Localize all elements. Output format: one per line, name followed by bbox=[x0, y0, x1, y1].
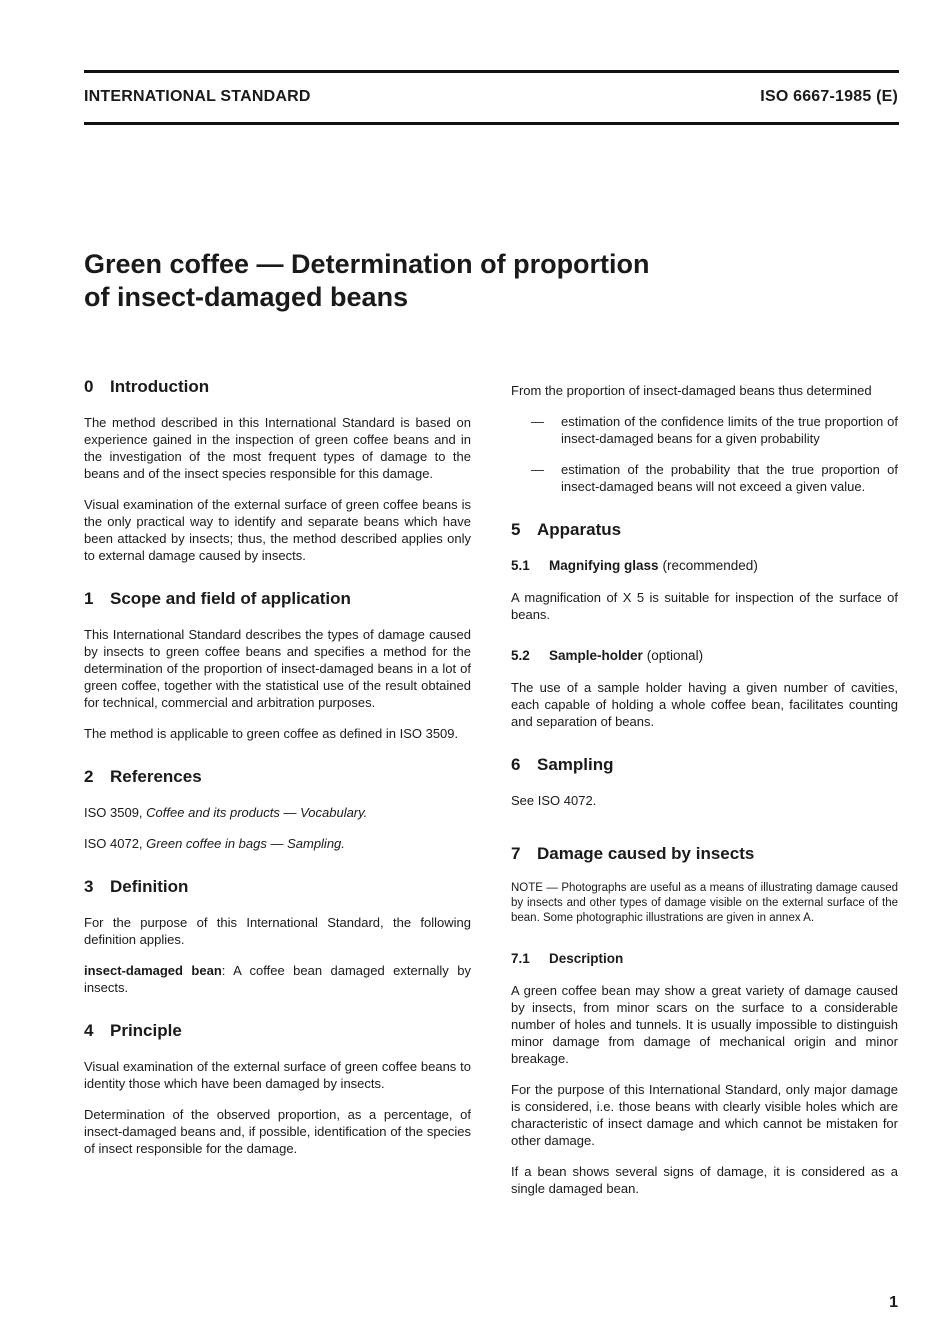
subsection-number: 5.2 bbox=[511, 648, 530, 663]
section-title: Damage caused by insects bbox=[537, 844, 755, 863]
section-number: 5 bbox=[511, 520, 521, 539]
standard-label: INTERNATIONAL STANDARD bbox=[84, 88, 311, 105]
section-number: 1 bbox=[84, 589, 94, 608]
paragraph: This International Standard describes the types of damage caused by insects to green coffee beans and specifies a method for the determination of the proportion of insect-damaged beans in a lot of green coffee, together with the statistical use of the result obtained for technical, commercial and arbitration purposes. bbox=[84, 627, 471, 710]
subsection-number: 7.1 bbox=[511, 951, 530, 966]
title-line-1: Green coffee — Determination of proportion bbox=[84, 249, 650, 279]
dash-bullet: — bbox=[531, 414, 544, 429]
paragraph: A magnification of X 5 is suitable for inspection of the surface of beans. bbox=[511, 590, 898, 622]
section-0-heading bbox=[84, 376, 471, 398]
section-number: 2 bbox=[84, 767, 94, 786]
section-number: 3 bbox=[84, 877, 94, 896]
subsection-note: (recommended) bbox=[662, 558, 758, 573]
definition bbox=[84, 962, 471, 996]
paragraph: The method described in this International Standard is based on experience gained in the inspection of green coffee beans and in the investigation of the most frequent types of damage to the beans and of the insect species responsible for this damage. bbox=[84, 415, 471, 481]
subsection-note: (optional) bbox=[646, 648, 704, 663]
list-item-text: estimation of the probability that the true proportion of insect-damaged beans will not exceed a given value. bbox=[561, 462, 898, 494]
paragraph: If a bean shows several signs of damage, it is considered as a single damaged bean. bbox=[511, 1164, 898, 1196]
paragraph: The use of a sample holder having a given number of cavities, each capable of holding a whole coffee bean, facilitates counting and separation of beans. bbox=[511, 680, 898, 729]
list-item bbox=[531, 461, 898, 495]
defined-term: insect-damaged bean bbox=[84, 963, 222, 978]
note: NOTE — Photographs are useful as a means of illustrating damage caused by insects and other types of damage visible on the external surface of the bean. Some photographic illustrations are given in annex A. bbox=[511, 882, 898, 924]
section-number: 0 bbox=[84, 377, 94, 396]
standard-number: ISO 6667-1985 (E) bbox=[760, 88, 898, 105]
section-number: 7 bbox=[511, 844, 521, 863]
section-number: 6 bbox=[511, 755, 521, 774]
paragraph: A green coffee bean may show a great variety of damage caused by insects, from minor scars on the surface to a considerable number of holes and tunnels. It is usually impossible to distinguish minor damage from damage of mechanical origin and minor breakage. bbox=[511, 983, 898, 1066]
right-column bbox=[511, 376, 898, 1211]
paragraph: Visual examination of the external surface of green coffee beans is the only practical way to identify and separate beans which have been attacked by insects; thus, the method described applies only to external damage caused by insects. bbox=[84, 497, 471, 563]
subsection-title: Sample-holder bbox=[549, 648, 643, 663]
subsection-5-1-heading bbox=[511, 557, 898, 575]
subsection-number: 5.1 bbox=[511, 558, 530, 573]
section-title: References bbox=[110, 767, 202, 786]
section-5-heading bbox=[511, 519, 898, 541]
section-1-heading bbox=[84, 588, 471, 610]
section-6-heading bbox=[511, 754, 898, 776]
subsection-5-2-heading bbox=[511, 647, 898, 665]
paragraph: Visual examination of the external surface of green coffee beans to identity those which have been damaged by insects. bbox=[84, 1059, 471, 1091]
section-3-heading bbox=[84, 876, 471, 898]
subsection-title: Magnifying glass bbox=[549, 558, 659, 573]
section-title: Sampling bbox=[537, 755, 614, 774]
header-bottom-rule bbox=[84, 122, 899, 125]
reference-title: Coffee and its products — Vocabulary. bbox=[146, 805, 368, 820]
section-4-heading bbox=[84, 1020, 471, 1042]
section-title: Definition bbox=[110, 877, 189, 896]
reference-title: Green coffee in bags — Sampling. bbox=[146, 836, 345, 851]
title-line-2: of insect-damaged beans bbox=[84, 282, 409, 312]
section-number: 4 bbox=[84, 1021, 94, 1040]
reference-code: ISO 4072, bbox=[84, 836, 143, 851]
paragraph: The method is applicable to green coffee as defined in ISO 3509. bbox=[84, 726, 459, 741]
section-title: Introduction bbox=[110, 377, 210, 396]
section-title: Principle bbox=[110, 1021, 182, 1040]
paragraph: For the purpose of this International Standard, the following definition applies. bbox=[84, 915, 471, 947]
document-title bbox=[84, 248, 864, 314]
page-number: 1 bbox=[889, 1294, 898, 1311]
section-title: Apparatus bbox=[537, 520, 622, 539]
paragraph: Determination of the observed proportion, as a percentage, of insect-damaged beans and, if possible, identification of the species of insect responsible for the damage. bbox=[84, 1107, 471, 1156]
dash-bullet: — bbox=[531, 462, 544, 477]
left-column bbox=[84, 376, 471, 1171]
reference-item bbox=[84, 804, 471, 821]
reference-item bbox=[84, 835, 471, 852]
subsection-7-1-heading bbox=[511, 950, 898, 968]
paragraph: From the proportion of insect-damaged beans thus determined bbox=[511, 383, 872, 398]
paragraph: See ISO 4072. bbox=[511, 793, 597, 808]
reference-code: ISO 3509, bbox=[84, 805, 143, 820]
list-item-text: estimation of the confidence limits of the true proportion of insect-damaged beans for a given probability bbox=[561, 414, 898, 446]
section-2-heading bbox=[84, 766, 471, 788]
list-item bbox=[531, 413, 898, 447]
header-top-rule bbox=[84, 70, 899, 73]
subsection-title: Description bbox=[549, 951, 624, 966]
definition-text: : A coffee bean damaged externally by insects. bbox=[84, 963, 471, 995]
section-7-heading bbox=[511, 843, 898, 865]
paragraph: For the purpose of this International Standard, only major damage is considered, i.e. those beans with clearly visible holes which are characteristic of insect damage and which cannot be mistaken for other damage. bbox=[511, 1082, 898, 1148]
section-title: Scope and field of application bbox=[110, 589, 351, 608]
